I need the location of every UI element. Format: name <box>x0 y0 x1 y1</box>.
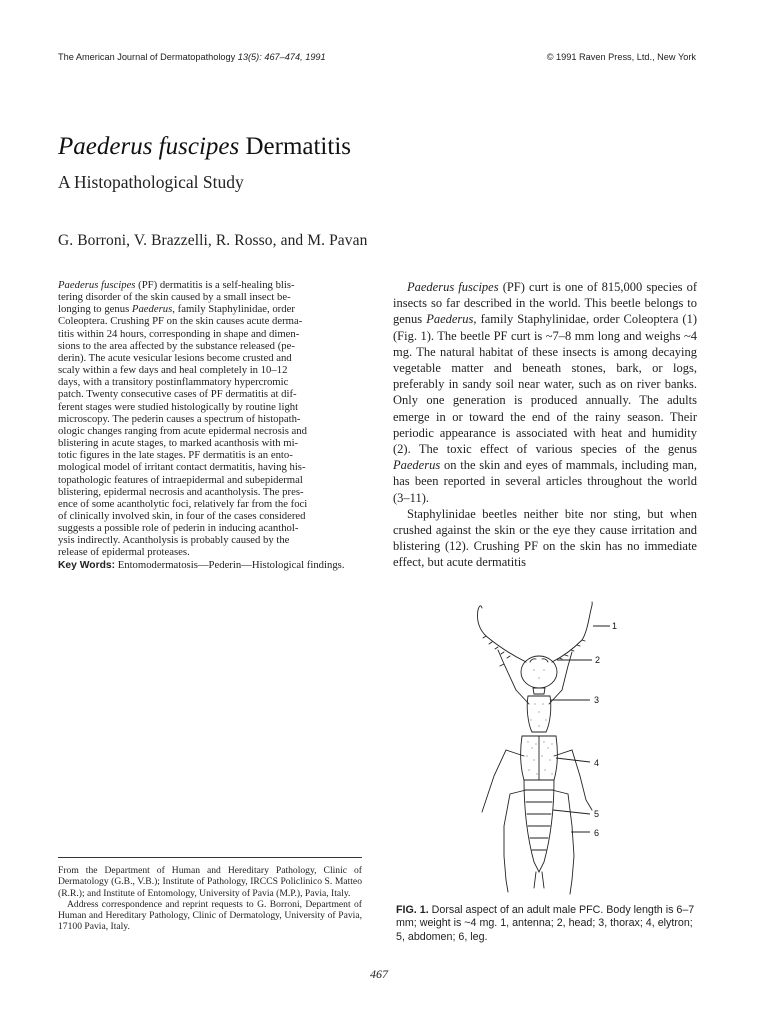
title-rest: Dermatitis <box>245 133 351 160</box>
callout-4: 4 <box>594 758 600 768</box>
correspondence-text: Address correspondence and reprint requests to G. Borroni, Department of Human and Hereditary Pathology, Clinic of Dermatology, University of Pavia, 17100 Pavia, Italy. <box>58 898 362 933</box>
abstract-line: Paederus fuscipes (PF) dermatitis is a self-healing blis- <box>58 279 295 291</box>
abstract-line: sions to the area affected by the substance released (pe- <box>58 339 295 352</box>
genus-name: Paederus, <box>426 312 477 327</box>
abstract-line: ferent stages were studied histologically by routine light <box>58 400 299 413</box>
body-text-column <box>393 279 697 571</box>
callout-1: 1 <box>612 621 618 631</box>
figure-caption-text: Dorsal aspect of an adult male PFC. Body length is 6–7 mm; weight is ~4 mg. 1, antenna; 2, head; 3, thorax; 4, elytron; 5, abdomen; 6, leg. <box>396 904 695 943</box>
abstract-line: scaly within a few days and heal completely in 10–12 <box>58 364 288 377</box>
abstract-line: longing to genus Paederus, family Staphylinidae, order <box>58 303 295 316</box>
journal-citation: 13(5): 467–474, 1991 <box>237 52 326 62</box>
affiliation-footnote <box>58 865 362 933</box>
left-hindleg <box>504 790 526 892</box>
abstract-line: suggests a possible role of pederin in inducing acanthol- <box>58 522 299 535</box>
abstract-line: derin). The acute vesicular lesions become crusted and <box>58 351 292 364</box>
article-title <box>58 133 351 161</box>
left-midleg <box>482 750 524 812</box>
left-foreleg <box>498 650 529 704</box>
callout-5: 5 <box>594 809 600 819</box>
footnote-divider <box>58 857 362 858</box>
page-number: 467 <box>370 967 388 981</box>
callout-6: 6 <box>594 828 600 838</box>
keywords-line <box>58 559 362 572</box>
abstract-line: release of epidermal proteases. <box>58 546 190 559</box>
beetle-illustration <box>440 600 640 902</box>
callout-3: 3 <box>594 695 600 705</box>
abstract-line: ysis indirectly. Acantholysis is probably caused by the <box>58 534 290 547</box>
right-hindleg <box>552 790 574 894</box>
article-subtitle: A Histopathological Study <box>58 172 244 192</box>
abstract-line: titis within 24 hours, corresponding in shape and dimen- <box>58 327 300 340</box>
title-species: Paederus fuscipes <box>58 133 240 160</box>
beetle-figure <box>440 600 640 902</box>
affiliation-text: From the Department of Human and Hereditary Pathology, Clinic of Dermatology (G.B., V.B.); Institute of Pathology, IRCCS Policlinico S. Matteo (R.R.); and Institute of Entomology, University of Pavia (M.P.), Pavia, Italy. <box>58 865 362 899</box>
abstract-body <box>58 279 362 559</box>
running-header-copyright: © 1991 Raven Press, Ltd., New York <box>546 52 696 62</box>
running-header-journal <box>58 52 326 62</box>
body-paragraph-1: Paederus fuscipes (PF) curt is one of 815,000 species of insects so far described in the world. This beetle belongs to genus Paederus, family Staphylinidae, order Coleoptera (1) (Fig. 1). The beetle PF curt is ~7–8 mm long and weighs ~4 mg. The natural habitat of these insects is among decaying vegetable matter and beneath stones, bark, or logs, preferably in sandy soil near water, such as on river banks. Only one generation is produced annually. The adults emerge in or toward the end of the rainy season. Their periodic appearance is associated with heat and humidity (2). The toxic effect of various species of the genus Paederus on the skin and eyes of mammals, including man, has been reported in several articles throughout the world (3–11). <box>393 280 697 505</box>
author-list: G. Borroni, V. Brazzelli, R. Rosso, and M. Pavan <box>58 232 368 249</box>
abstract-line: ence of some acantholytic foci, relatively far from the foci <box>58 497 308 510</box>
abstract-line: days, with a transitory postinflammatory hypercromic <box>58 376 289 389</box>
abstract-line: patch. Twenty consecutive cases of PF dermatitis at dif- <box>58 388 297 401</box>
figure-callout-lines <box>551 626 610 832</box>
abstract-line: blistering, epidermal necrosis and acantholysis. The pres- <box>58 485 304 498</box>
species-name: Paederus fuscipes <box>407 280 499 294</box>
abstract-line: topathologic features of intraepidermal and subepidermal <box>58 473 303 486</box>
abstract-line: ologic changes ranging from acute epidermal necrosis and <box>58 424 307 437</box>
beetle-head <box>521 656 557 688</box>
figure-caption <box>396 904 699 944</box>
abstract-line: Coleoptera. Crushing PF on the skin causes acute derma- <box>58 315 303 328</box>
beetle-thorax <box>527 696 551 732</box>
journal-name: The American Journal of Dermatopathology <box>58 52 236 62</box>
abstract-line: mological model of irritant contact dermatitis, having his- <box>58 461 306 474</box>
abstract-line: of clinically involved skin, in four of the cases considered <box>58 509 306 522</box>
abstract-line: blistering in acute stages, to marked acanthosis with mi- <box>58 437 299 450</box>
abstract-line: tering disorder of the skin caused by a small insect be- <box>58 291 291 304</box>
abstract-line: microscopy. The pederin causes a spectrum of histopath- <box>58 412 301 425</box>
abstract-line: totic figures in the late stages. PF dermatitis is an ento- <box>58 449 293 462</box>
keywords-text: Entomodermatosis—Pederin—Histological findings. <box>117 558 345 571</box>
callout-2: 2 <box>595 655 601 665</box>
figure-label: FIG. 1. <box>396 904 429 916</box>
right-midleg <box>554 750 592 810</box>
genus-name: Paederus <box>393 458 441 473</box>
keywords-label: Key Words: <box>58 559 116 571</box>
abstract <box>58 279 362 572</box>
body-paragraph-2: Staphylinidae beetles neither bite nor sting, but when crushed against the skin or the eye they cause irritation and blistering (12). Crushing PF on the skin has no immediate effect, but acute dermatitis <box>393 506 697 570</box>
